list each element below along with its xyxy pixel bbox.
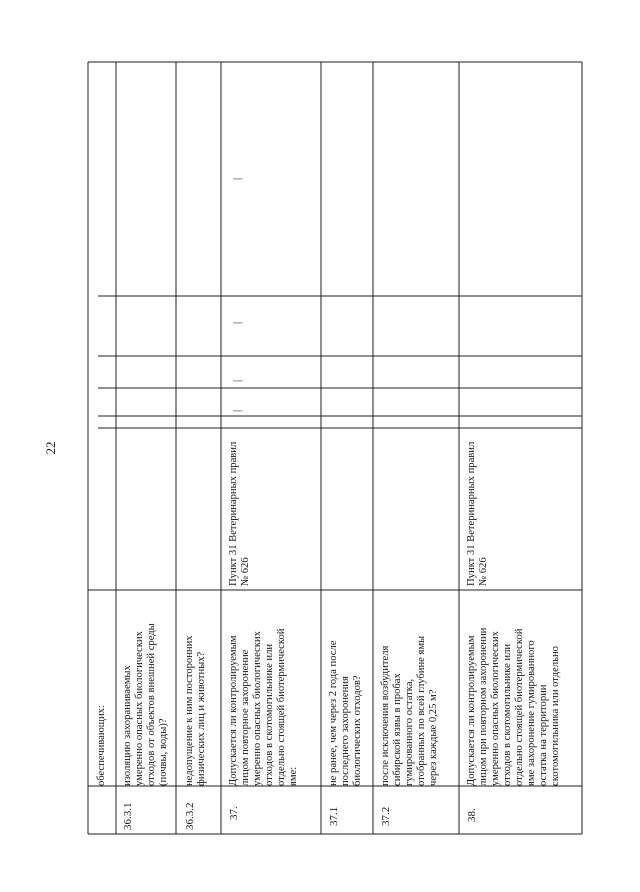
- row-question: после исключения возбудителя сибирской язвы в пробах гумированного остатка, отобранных по всей глубине ямы через каждые 0,25 м?: [380, 635, 439, 786]
- row-question: обеспечивающих:: [96, 705, 107, 786]
- row-question: Допускается ли контролируемым лицом повторное захоронение умеренно опасных биологических отходов в скотомогильнике или отдельно стоящей биотермической яме:: [228, 628, 299, 786]
- row-number: 37.: [228, 806, 240, 820]
- row-number: 37.1: [328, 806, 340, 826]
- row-question: недопущение к ним посторонних физических лиц и животных?: [184, 635, 207, 786]
- dash-mark: |: [232, 321, 243, 324]
- row-question: Допускается ли контролируемым лицом при повторном захоронении умеренно опасных биологических отходов в скотомогильнике или отдельно стоящей биотермической яме захоронение гумированного остатка на территории скотомогильника или отдельно: [466, 627, 561, 786]
- row-number: 37.2: [380, 806, 392, 826]
- row-reference: Пункт 31 Ветеринарных правил № 626: [228, 441, 251, 586]
- row-question: не ранее, чем через 2 года после последнего захоронения биологических отходов?: [328, 640, 363, 786]
- dash-mark: |: [232, 177, 243, 180]
- row-reference: Пункт 31 Ветеринарных правил № 626: [466, 441, 489, 586]
- row-number: 36.3.2: [184, 802, 196, 830]
- dash-mark: |: [232, 379, 243, 382]
- row-question: изоляцию захораниваемых умеренно опасных биологических отходов от объектов внешней среды (почвы, воды)?: [122, 623, 169, 786]
- dash-mark: |: [232, 409, 243, 412]
- page-number: 22: [43, 441, 58, 455]
- row-number: 38.: [466, 808, 478, 822]
- row-number: 36.3.1: [122, 802, 134, 830]
